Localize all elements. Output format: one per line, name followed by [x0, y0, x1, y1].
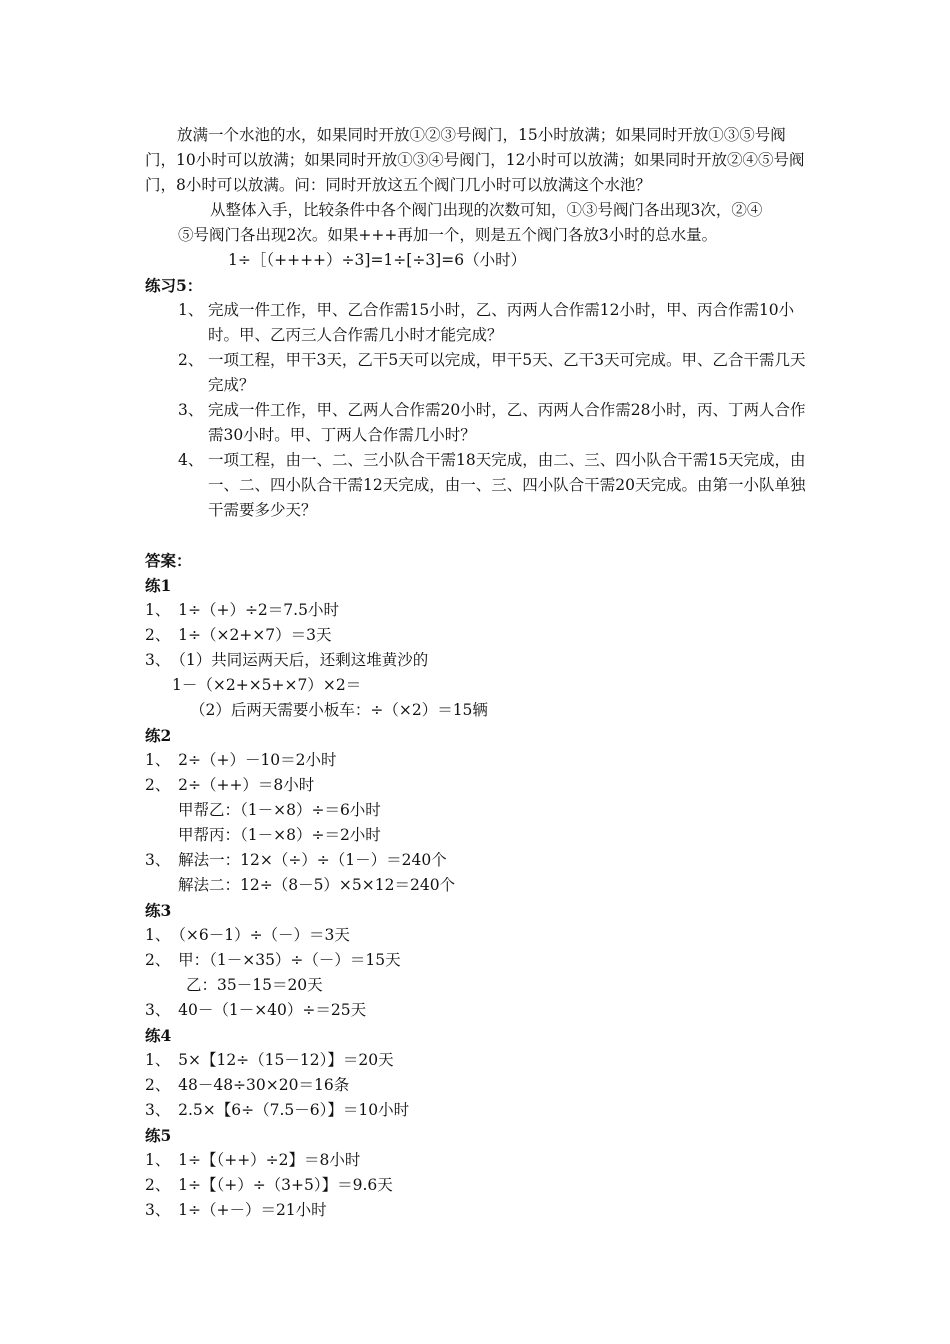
answer-line: 1、 5×【12÷（15－12）】＝20天 [145, 1051, 394, 1069]
answer-line: 1、 1÷【（++）÷2】＝8小时 [145, 1151, 361, 1169]
answer-line: 2、 1÷【（+）÷（3+5）】＝9.6天 [145, 1176, 393, 1194]
answer-line: 2、 2÷（++）＝8小时 [145, 776, 315, 794]
answer-line: 1－（×2+×5+×7）×2＝ [172, 676, 362, 694]
answer-line: 2、 1÷（×2+×7）＝3天 [145, 626, 332, 644]
answer-line: 甲帮乙：（1－×8）÷＝6小时 [178, 801, 381, 819]
answer-section-title: 练5 [145, 1126, 172, 1145]
exercise5-item-number: 2、 [178, 351, 204, 369]
answer-line: 3、 40－（1－×40）÷＝25天 [145, 1001, 367, 1019]
exercise5-item-text: 一项工程，由一、二、三小队合干需18天完成，由二、三、四小队合干需15天完成，由一、二、四小队合干需12天完成，由一、三、四小队合干需20天完成。由第一小队单独干需要多少天？ [208, 451, 806, 519]
answer-line: 2、 甲：（1－×35）÷（－）＝15天 [145, 951, 401, 969]
exercise5-item-text: 一项工程，甲干3天，乙干5天可以完成，甲干5天、乙干3天可完成。甲、乙合干需几天完成？ [208, 351, 806, 394]
intro-analysis-line1: 从整体入手，比较条件中各个阀门出现的次数可知，①③号阀门各出现3次，②④ [210, 201, 763, 219]
answer-section-title: 练4 [145, 1026, 172, 1045]
exercise5-item-text: 完成一件工作，甲、乙两人合作需20小时，乙、丙两人合作需28小时，丙、丁两人合作需30小时。甲、丁两人合作需几小时？ [208, 401, 806, 444]
answer-line: 2、 48－48÷30×20＝16条 [145, 1076, 350, 1094]
answer-section-title: 练3 [145, 901, 172, 920]
answer-line: 1、 2÷（+）－10＝2小时 [145, 751, 337, 769]
answer-section-title: 练2 [145, 726, 172, 745]
answer-line: （2）后两天需要小板车：÷（×2）＝15辆 [190, 701, 488, 719]
answer-line: 3、 2.5×【6÷（7.5－6）】＝10小时 [145, 1101, 410, 1119]
intro-analysis-line2: ⑤号阀门各出现2次。如果+++再加一个，则是五个阀门各放3小时的总水量。 [178, 226, 718, 244]
answer-line: 3、 （1）共同运两天后，还剩这堆黄沙的 [145, 651, 429, 669]
exercise5-item-number: 1、 [178, 301, 204, 319]
exercise5-item-number: 3、 [178, 401, 204, 419]
answer-line: 解法二：12÷（8－5）×5×12＝240个 [178, 876, 456, 894]
answer-line: 乙：35－15＝20天 [186, 976, 323, 994]
answer-line: 甲帮丙：（1－×8）÷＝2小时 [178, 826, 381, 844]
exercise5-item-text: 完成一件工作，甲、乙合作需15小时，乙、丙两人合作需12小时，甲、丙合作需10小时。甲、乙丙三人合作需几小时才能完成？ [208, 301, 795, 344]
exercise5-item-number: 4、 [178, 451, 204, 469]
answer-line: 3、 解法一：12×（÷）÷（1－）＝240个 [145, 851, 447, 869]
answer-section-title: 练1 [145, 576, 172, 595]
intro-formula: 1÷［（++++）÷3]=1÷[÷3]=6（小时） [228, 251, 527, 269]
answer-line: 1、 1÷（+）÷2＝7.5小时 [145, 601, 339, 619]
answer-line: 1、 （×6－1）÷（－）＝3天 [145, 926, 350, 944]
exercise5-title: 练习5： [145, 276, 203, 295]
answers-title: 答案： [145, 551, 192, 570]
intro-problem: 放满一个水池的水，如果同时开放①②③号阀门，15小时放满；如果同时开放①③⑤号阀门，10小时可以放满；如果同时开放①③④号阀门，12小时可以放满；如果同时开放②④⑤号阀门，8小时可以放满。问：同时开放这五个阀门几小时可以放满这个水池？ [145, 126, 805, 194]
answer-line: 3、 1÷（+－）＝21小时 [145, 1201, 327, 1219]
